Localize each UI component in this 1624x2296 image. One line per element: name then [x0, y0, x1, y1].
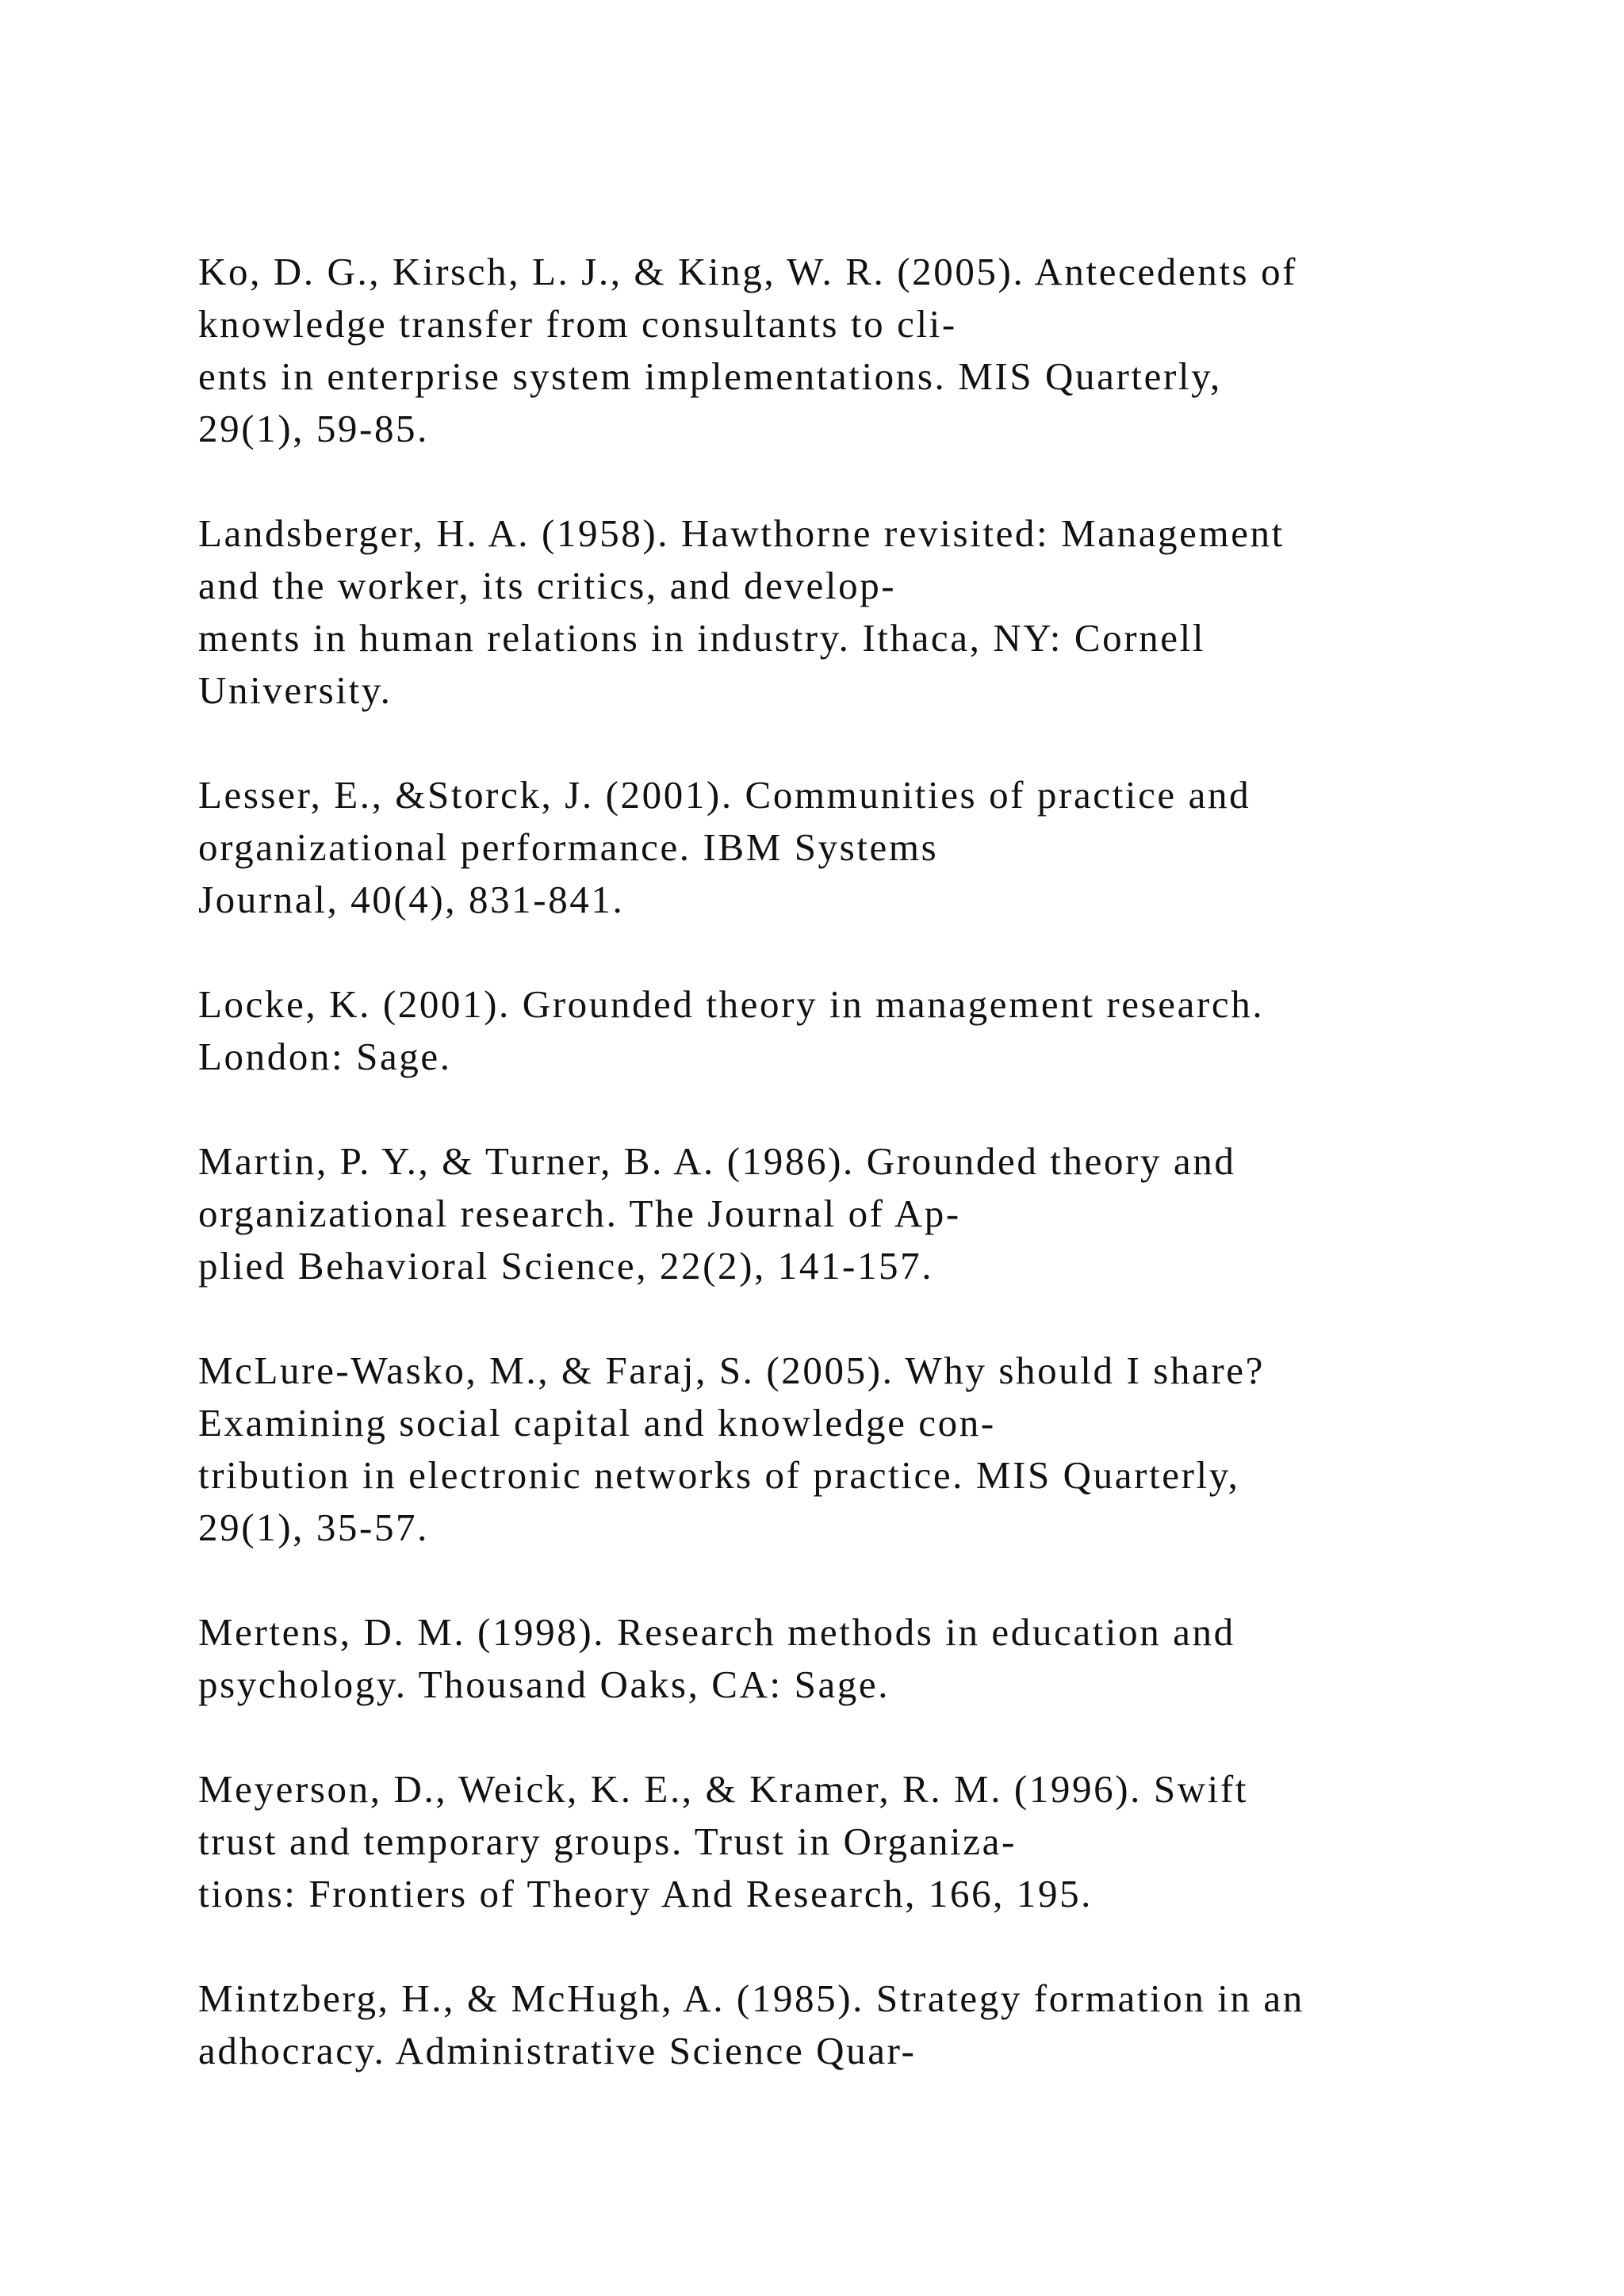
reference-entry: [198, 1763, 1546, 1920]
reference-line: ents in enterprise system implementations. MIS Quarterly,: [198, 354, 1222, 398]
reference-line: organizational research. The Journal of Ap-: [198, 1192, 961, 1235]
reference-line: plied Behavioral Science, 22(2), 141-157.: [198, 1244, 934, 1288]
reference-line: University.: [198, 668, 393, 712]
reference-entry: [198, 1345, 1546, 1554]
reference-entry: [198, 1135, 1546, 1292]
reference-line: Ko, D. G., Kirsch, L. J., & King, W. R. (2005). Antecedents of: [198, 250, 1298, 293]
reference-list: [198, 246, 1546, 2130]
reference-line: and the worker, its critics, and develop-: [198, 564, 897, 607]
reference-line: tribution in electronic networks of practice. MIS Quarterly,: [198, 1453, 1240, 1497]
reference-line: knowledge transfer from consultants to cli-: [198, 302, 957, 346]
reference-line: McLure-Wasko, M., & Faraj, S. (2005). Why should I share?: [198, 1349, 1265, 1392]
reference-line: London: Sage.: [198, 1035, 452, 1078]
reference-line: Mintzberg, H., & McHugh, A. (1985). Strategy formation in an: [198, 1976, 1304, 2020]
reference-line: Examining social capital and knowledge con-: [198, 1401, 996, 1445]
reference-line: tions: Frontiers of Theory And Research, 166, 195.: [198, 1872, 1094, 1915]
reference-line: organizational performance. IBM Systems: [198, 825, 939, 869]
reference-entry: [198, 1973, 1546, 2077]
reference-line: psychology. Thousand Oaks, CA: Sage.: [198, 1663, 891, 1706]
reference-line: adhocracy. Administrative Science Quar-: [198, 2029, 917, 2072]
reference-line: trust and temporary groups. Trust in Organiza-: [198, 1820, 1017, 1863]
reference-entry: [198, 507, 1546, 717]
reference-line: Locke, K. (2001). Grounded theory in management research.: [198, 982, 1265, 1026]
reference-entry: [198, 769, 1546, 926]
reference-entry: [198, 246, 1546, 455]
reference-line: Mertens, D. M. (1998). Research methods in education and: [198, 1610, 1235, 1654]
reference-line: Landsberger, H. A. (1958). Hawthorne revisited: Management: [198, 511, 1285, 555]
reference-line: Martin, P. Y., & Turner, B. A. (1986). Grounded theory and: [198, 1139, 1236, 1183]
reference-line: 29(1), 59-85.: [198, 407, 430, 450]
reference-line: Lesser, E., &Storck, J. (2001). Communities of practice and: [198, 773, 1251, 817]
reference-line: 29(1), 35-57.: [198, 1506, 430, 1549]
reference-entry: [198, 1606, 1546, 1711]
reference-entry: [198, 978, 1546, 1083]
reference-line: ments in human relations in industry. Ithaca, NY: Cornell: [198, 616, 1206, 660]
reference-line: Meyerson, D., Weick, K. E., & Kramer, R. M. (1996). Swift: [198, 1767, 1249, 1811]
reference-line: Journal, 40(4), 831-841.: [198, 878, 625, 921]
